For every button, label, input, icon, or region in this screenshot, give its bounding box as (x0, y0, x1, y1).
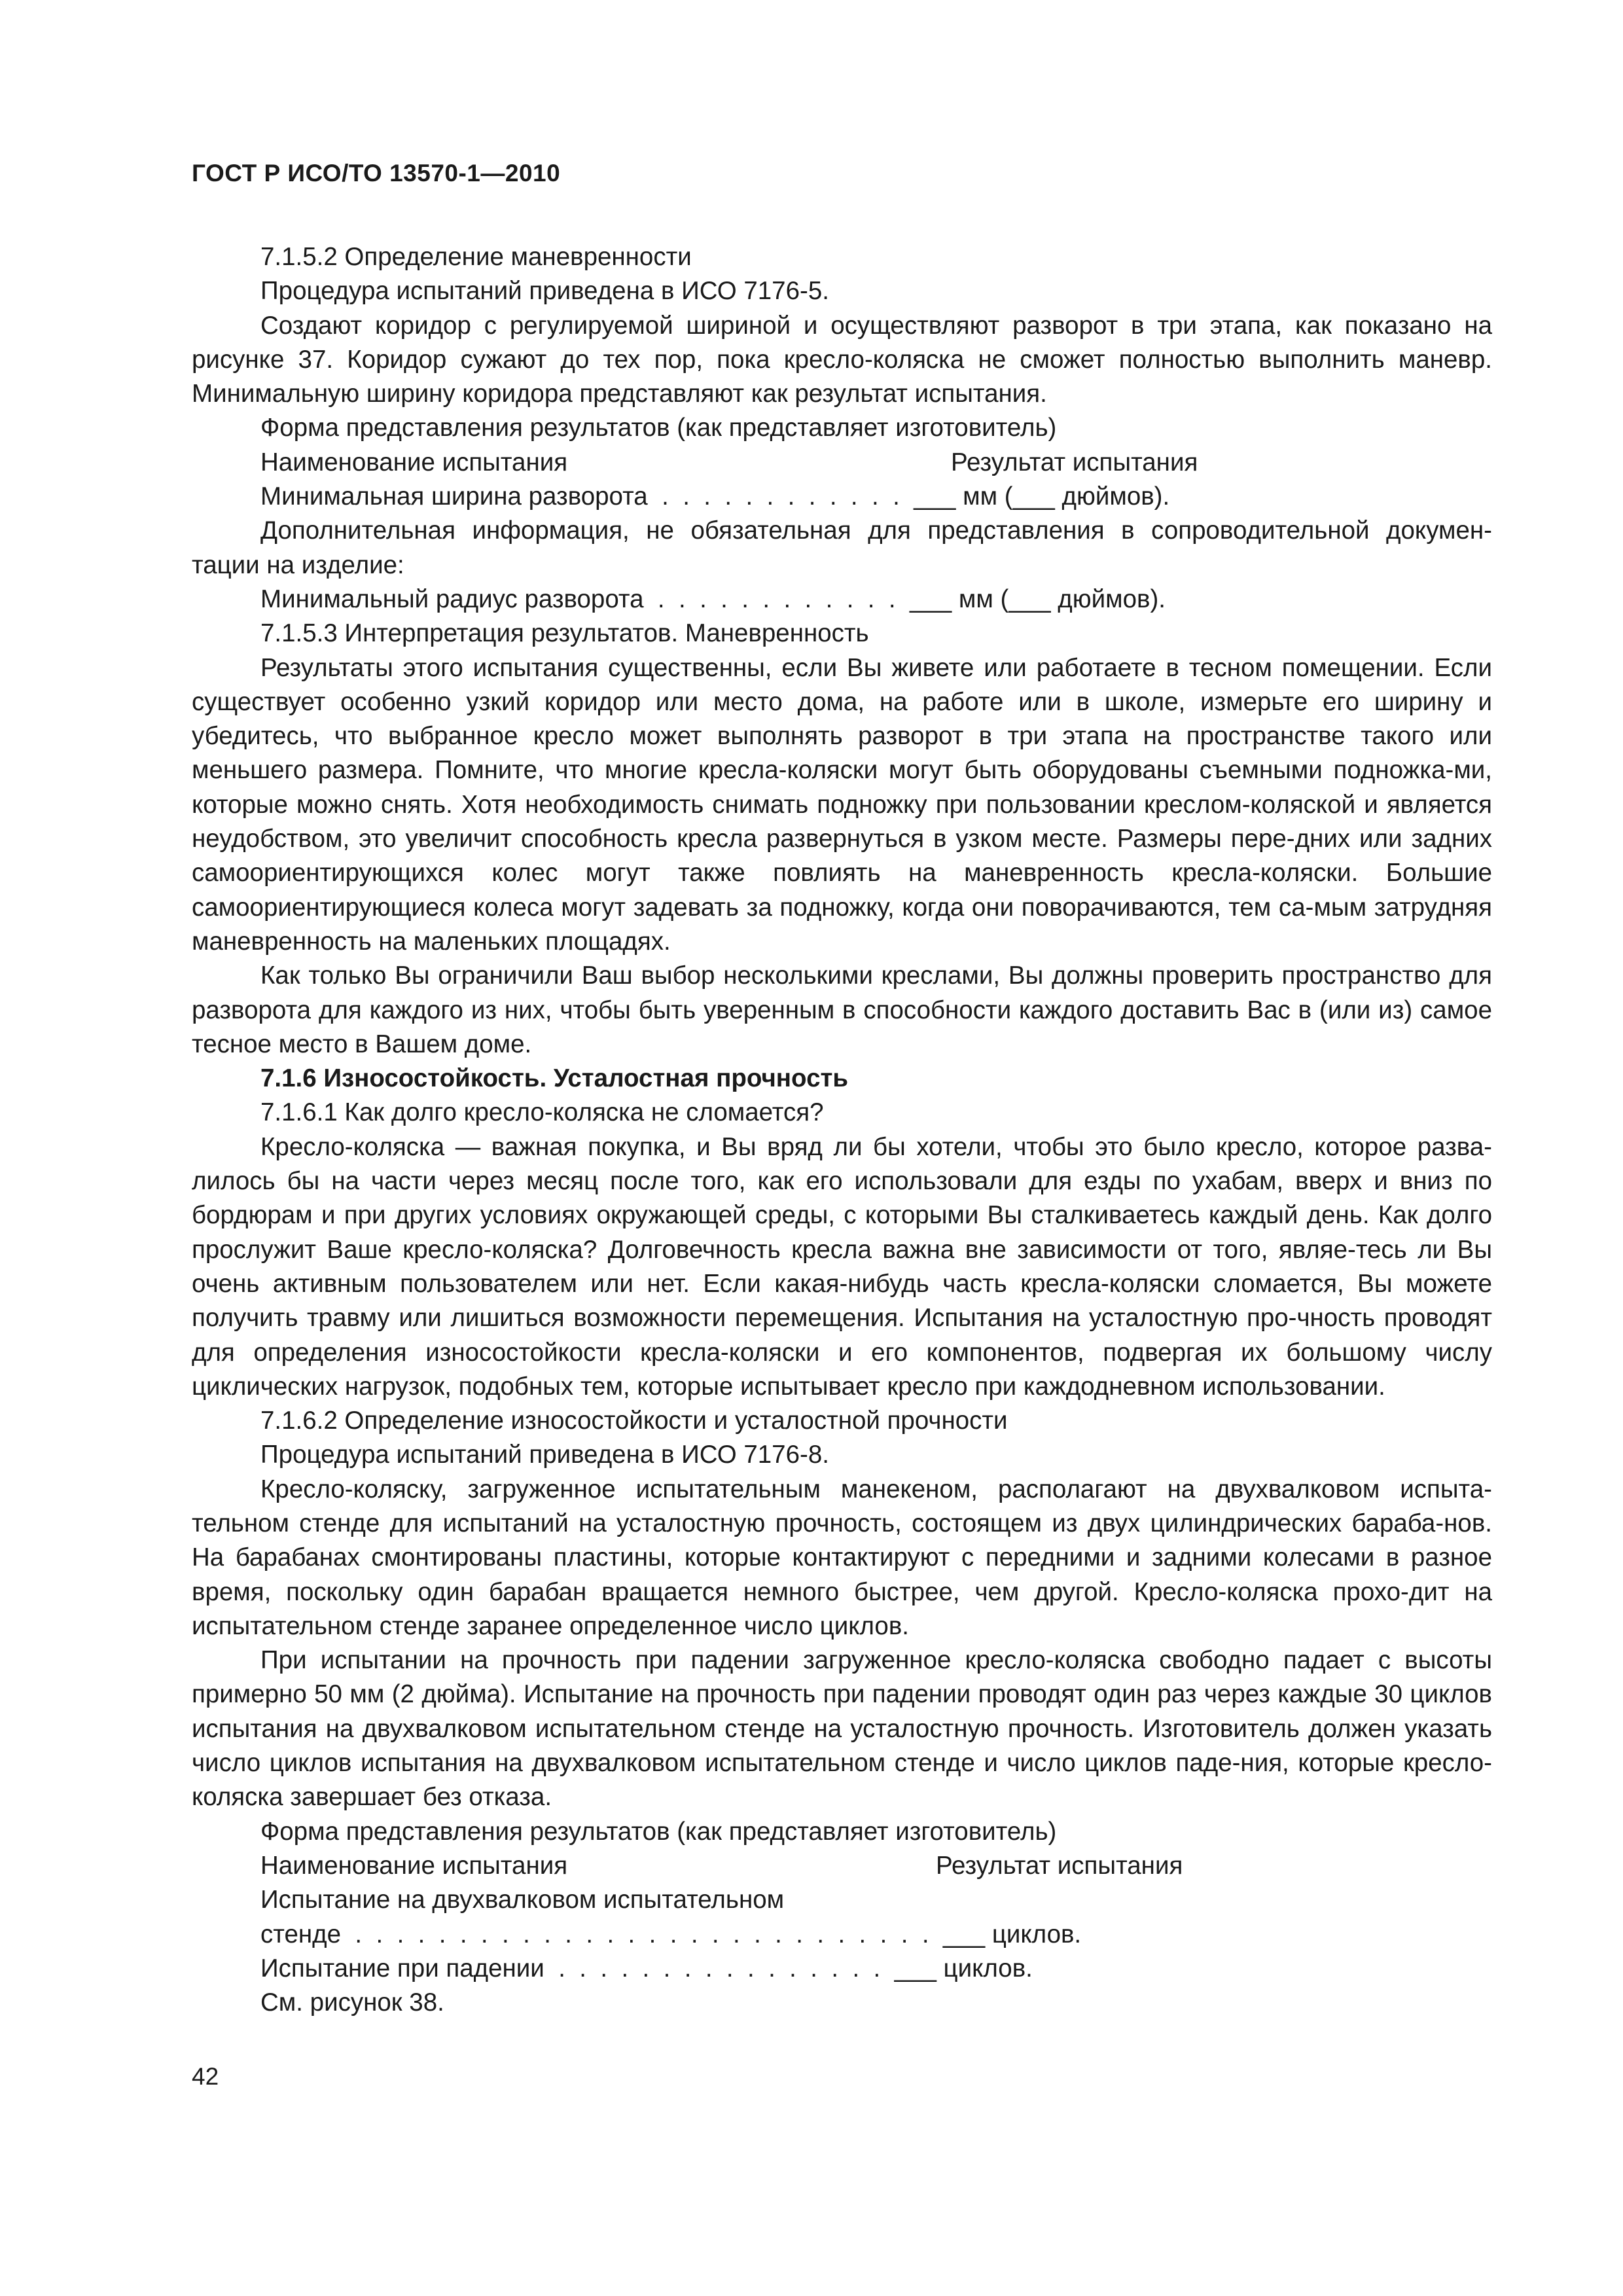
results-table-header (192, 446, 1492, 480)
page-number: 42 (192, 2063, 219, 2090)
procedure-reference: Процедура испытаний приведена в ИСО 7176-5. (260, 277, 829, 306)
page-header-title: ГОСТ Р ИСО/ТО 13570-1—2010 (192, 160, 561, 187)
result-row-drop-test: Испытание при падении . . . . . . . . . . . . . . . . ___ циклов. (260, 1954, 1033, 1982)
section-heading-716: 7.1.6 Износостойкость. Усталостная прочность (260, 1064, 849, 1093)
section-heading-7161: 7.1.6.1 Как долго кресло-коляска не сломается? (260, 1098, 824, 1127)
paragraph-line: Дополнительная информация, не обязательная для представления в сопроводительной докумен- (260, 516, 1492, 545)
paragraph: рисунке 37. Коридор сужают до тех пор, пока кресло-коляска не сможет полностью выполнить маневр. Минимальную ширину коридора представляют как результат испытания. (192, 345, 1492, 408)
column-test-name: Наименование испытания (260, 448, 568, 476)
results-table-header (192, 1849, 1492, 1883)
result-row-min-width: Минимальная ширина разворота . . . . . . . . . . . . ___ мм (___ дюймов). (260, 482, 1170, 511)
column-test-name: Наименование испытания (260, 1851, 568, 1880)
figure-reference: См. рисунок 38. (260, 1988, 444, 2017)
form-title: Форма представления результатов (как представляет изготовитель) (260, 1817, 1057, 1846)
section-heading-7162: 7.1.6.2 Определение износостойкости и усталостной прочности (260, 1407, 1008, 1435)
paragraph: Кресло-коляска — важная покупка, и Вы вряд ли бы хотели, чтобы это было кресло, которое разва-лилось бы на части через месяц после того, как его использовали для езды по ухабам, вверх и вниз по бордюрам и при других условиях окружающей среды, с которыми Вы сталкиваетесь каждый день. Как долго прослужит Ваше кресло-коляска? Долговечность кресла важна вне зависимости от того, являе-тесь ли Вы очень активным пользователем или нет. Если какая-нибудь часть кресла-коляски сломается, Вы можете получить травму или лишиться возможности перемещения. Испытания на усталостную про-чность проводят для определения износостойкости кресла-коляски и его компонентов, подвергая их большому числу циклических нагрузок, подобных тем, которые испытывает кресло при каждодневном использовании. (192, 1132, 1492, 1401)
column-test-result: Результат испытания (951, 448, 1198, 476)
result-row-drum-test: стенде . . . . . . . . . . . . . . . . . . . . . . . . . . . . ___ циклов. (260, 1920, 1082, 1948)
form-title: Форма представления результатов (как представляет изготовитель) (260, 414, 1057, 442)
result-row-min-radius: Минимальный радиус разворота . . . . . . . . . . . . ___ мм (___ дюймов). (260, 584, 1166, 613)
paragraph: Результаты этого испытания существенны, если Вы живете или работаете в тесном помещении. Если существует особенно узкий коридор или место дома, на работе или в школе, измерьте его ширину и убедитесь, что выбранное кресло может выполнять разворот в три этапа на пространстве такого или меньшего размера. Помните, что многие кресла-коляски могут быть оборудованы съемными подножка-ми, которые можно снять. Хотя необходимость снимать подножку при пользовании креслом-коляской и является неудобством, это увеличит способность кресла развернуться в узком месте. Размеры пере-дних или задних самоориентирующихся колес могут также повлиять на маневренность кресла-коляски. Большие самоориентирующиеся колеса могут задевать за подножку, когда они поворачиваются, тем са-мым затрудняя маневренность на маленьких площадях. (192, 653, 1492, 956)
section-heading-7152: 7.1.5.2 Определение маневренности (260, 243, 692, 271)
paragraph: При испытании на прочность при падении загруженное кресло-коляска свободно падает с высоты примерно 50 мм (2 дюйма). Испытание на прочность при падении проводят один раз через каждые 30 циклов испытания на двухвалковом испытательном стенде на усталостную прочность. Изготовитель должен указать число циклов испытания на двухвалковом испытательном стенде и число циклов паде-ния, которые кресло-коляска завершает без отказа. (192, 1646, 1492, 1812)
paragraph: Кресло-коляску, загруженное испытательным манекеном, располагают на двухвалковом испыта-тельном стенде для испытаний на усталостную прочность, состоящем из двух цилиндрических бараба-нов. На барабанах смонтированы пластины, которые контактируют с передними и задними колесами в разное время, поскольку один барабан вращается немного быстрее, чем другой. Кресло-коляска прохо-дит на испытательном стенде заранее определенное число циклов. (192, 1475, 1492, 1640)
paragraph-line: Создают коридор с регулируемой шириной и осуществляют разворот в три этапа, как показано на (260, 311, 1492, 340)
result-row-drum-label: Испытание на двухвалковом испытательном (260, 1886, 785, 1914)
section-heading-7153: 7.1.5.3 Интерпретация результатов. Маневренность (260, 619, 869, 648)
procedure-reference: Процедура испытаний приведена в ИСО 7176-8. (260, 1441, 829, 1469)
paragraph-line: тации на изделие: (192, 550, 404, 579)
column-test-result: Результат испытания (936, 1851, 1183, 1880)
paragraph: Как только Вы ограничили Ваш выбор несколькими креслами, Вы должны проверить пространство для разворота для каждого из них, чтобы быть уверенным в способности каждого доставить Вас в (или из) самое тесное место в Вашем доме. (192, 961, 1492, 1058)
document-body (192, 240, 1492, 2020)
